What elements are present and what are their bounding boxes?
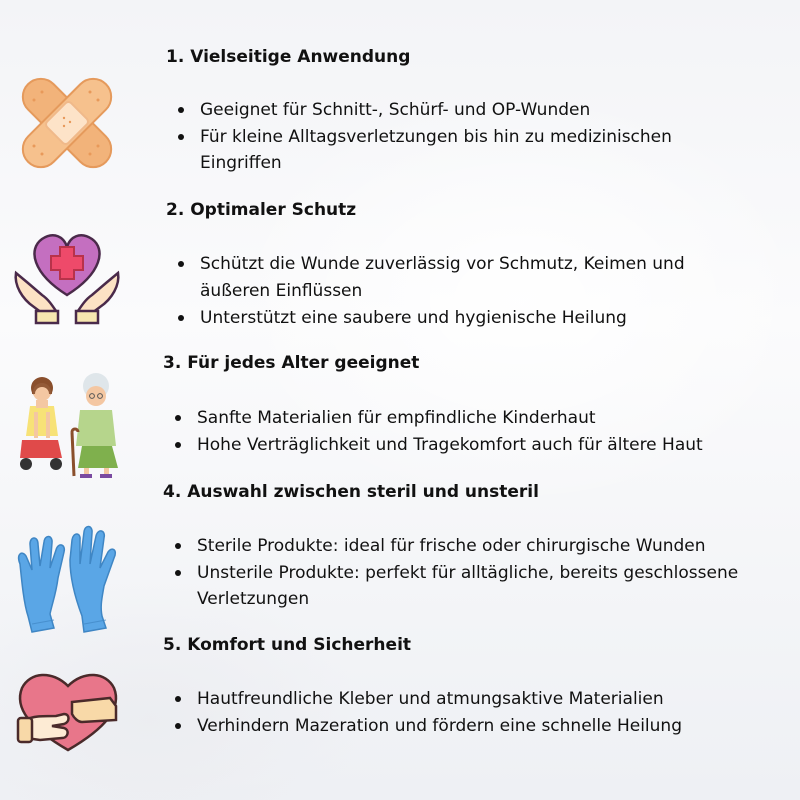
gloves-icon bbox=[10, 524, 124, 636]
list-item bbox=[200, 97, 590, 123]
list-item bbox=[200, 124, 672, 150]
bullet-dot bbox=[178, 261, 184, 267]
bullet-dot bbox=[175, 723, 181, 729]
list-item bbox=[197, 713, 682, 739]
list-item-continuation bbox=[200, 278, 362, 304]
heart-hands-icon bbox=[12, 225, 122, 327]
bullet-dot bbox=[175, 543, 181, 549]
list-item-text: Sanfte Materialien für empfindliche Kinderhaut bbox=[197, 408, 596, 428]
list-item bbox=[197, 560, 738, 586]
bullet-dot bbox=[175, 696, 181, 702]
list-item-text: Sterile Produkte: ideal für frische oder chirurgische Wunden bbox=[197, 536, 706, 556]
child-and-elder-icon bbox=[12, 372, 122, 480]
list-item-text: Geeignet für Schnitt-, Schürf- und OP-Wunden bbox=[200, 100, 591, 120]
bullet-dot bbox=[175, 442, 181, 448]
list-item-text: äußeren Einflüssen bbox=[200, 281, 363, 301]
bullet-dot bbox=[175, 415, 181, 421]
list-item-text: Eingriffen bbox=[200, 153, 282, 173]
list-item-text: Unterstützt eine saubere und hygienische Heilung bbox=[200, 308, 627, 328]
section-heading: 1. Vielseitige Anwendung bbox=[166, 47, 411, 67]
list-item-text: Verhindern Mazeration und fördern eine schnelle Heilung bbox=[197, 716, 682, 736]
list-item-text: Schützt die Wunde zuverlässig vor Schmutz, Keimen und bbox=[200, 254, 685, 274]
list-item-continuation bbox=[200, 150, 282, 176]
section-heading: 3. Für jedes Alter geeignet bbox=[163, 353, 420, 373]
heart-hug-icon bbox=[12, 668, 124, 754]
list-item bbox=[200, 251, 685, 277]
list-item bbox=[200, 305, 627, 331]
bullet-dot bbox=[178, 315, 184, 321]
section-heading: 2. Optimaler Schutz bbox=[166, 200, 357, 220]
list-item-text: Verletzungen bbox=[197, 589, 310, 609]
list-item-continuation bbox=[197, 586, 309, 612]
list-item bbox=[197, 432, 703, 458]
section-heading: 4. Auswahl zwischen steril und unsteril bbox=[163, 482, 539, 502]
bandage-icon bbox=[14, 70, 120, 176]
bullet-dot bbox=[178, 107, 184, 113]
list-item bbox=[197, 686, 664, 712]
list-item bbox=[197, 405, 596, 431]
bullet-dot bbox=[178, 134, 184, 140]
list-item-text: Hautfreundliche Kleber und atmungsaktive Materialien bbox=[197, 689, 664, 709]
list-item-text: Hohe Verträglichkeit und Tragekomfort auch für ältere Haut bbox=[197, 435, 703, 455]
list-item bbox=[197, 533, 706, 559]
list-item-text: Für kleine Alltagsverletzungen bis hin zu medizinischen bbox=[200, 127, 672, 147]
bullet-dot bbox=[175, 570, 181, 576]
list-item-text: Unsterile Produkte: perfekt für alltägliche, bereits geschlossene bbox=[197, 563, 739, 583]
section-heading: 5. Komfort und Sicherheit bbox=[163, 635, 412, 655]
